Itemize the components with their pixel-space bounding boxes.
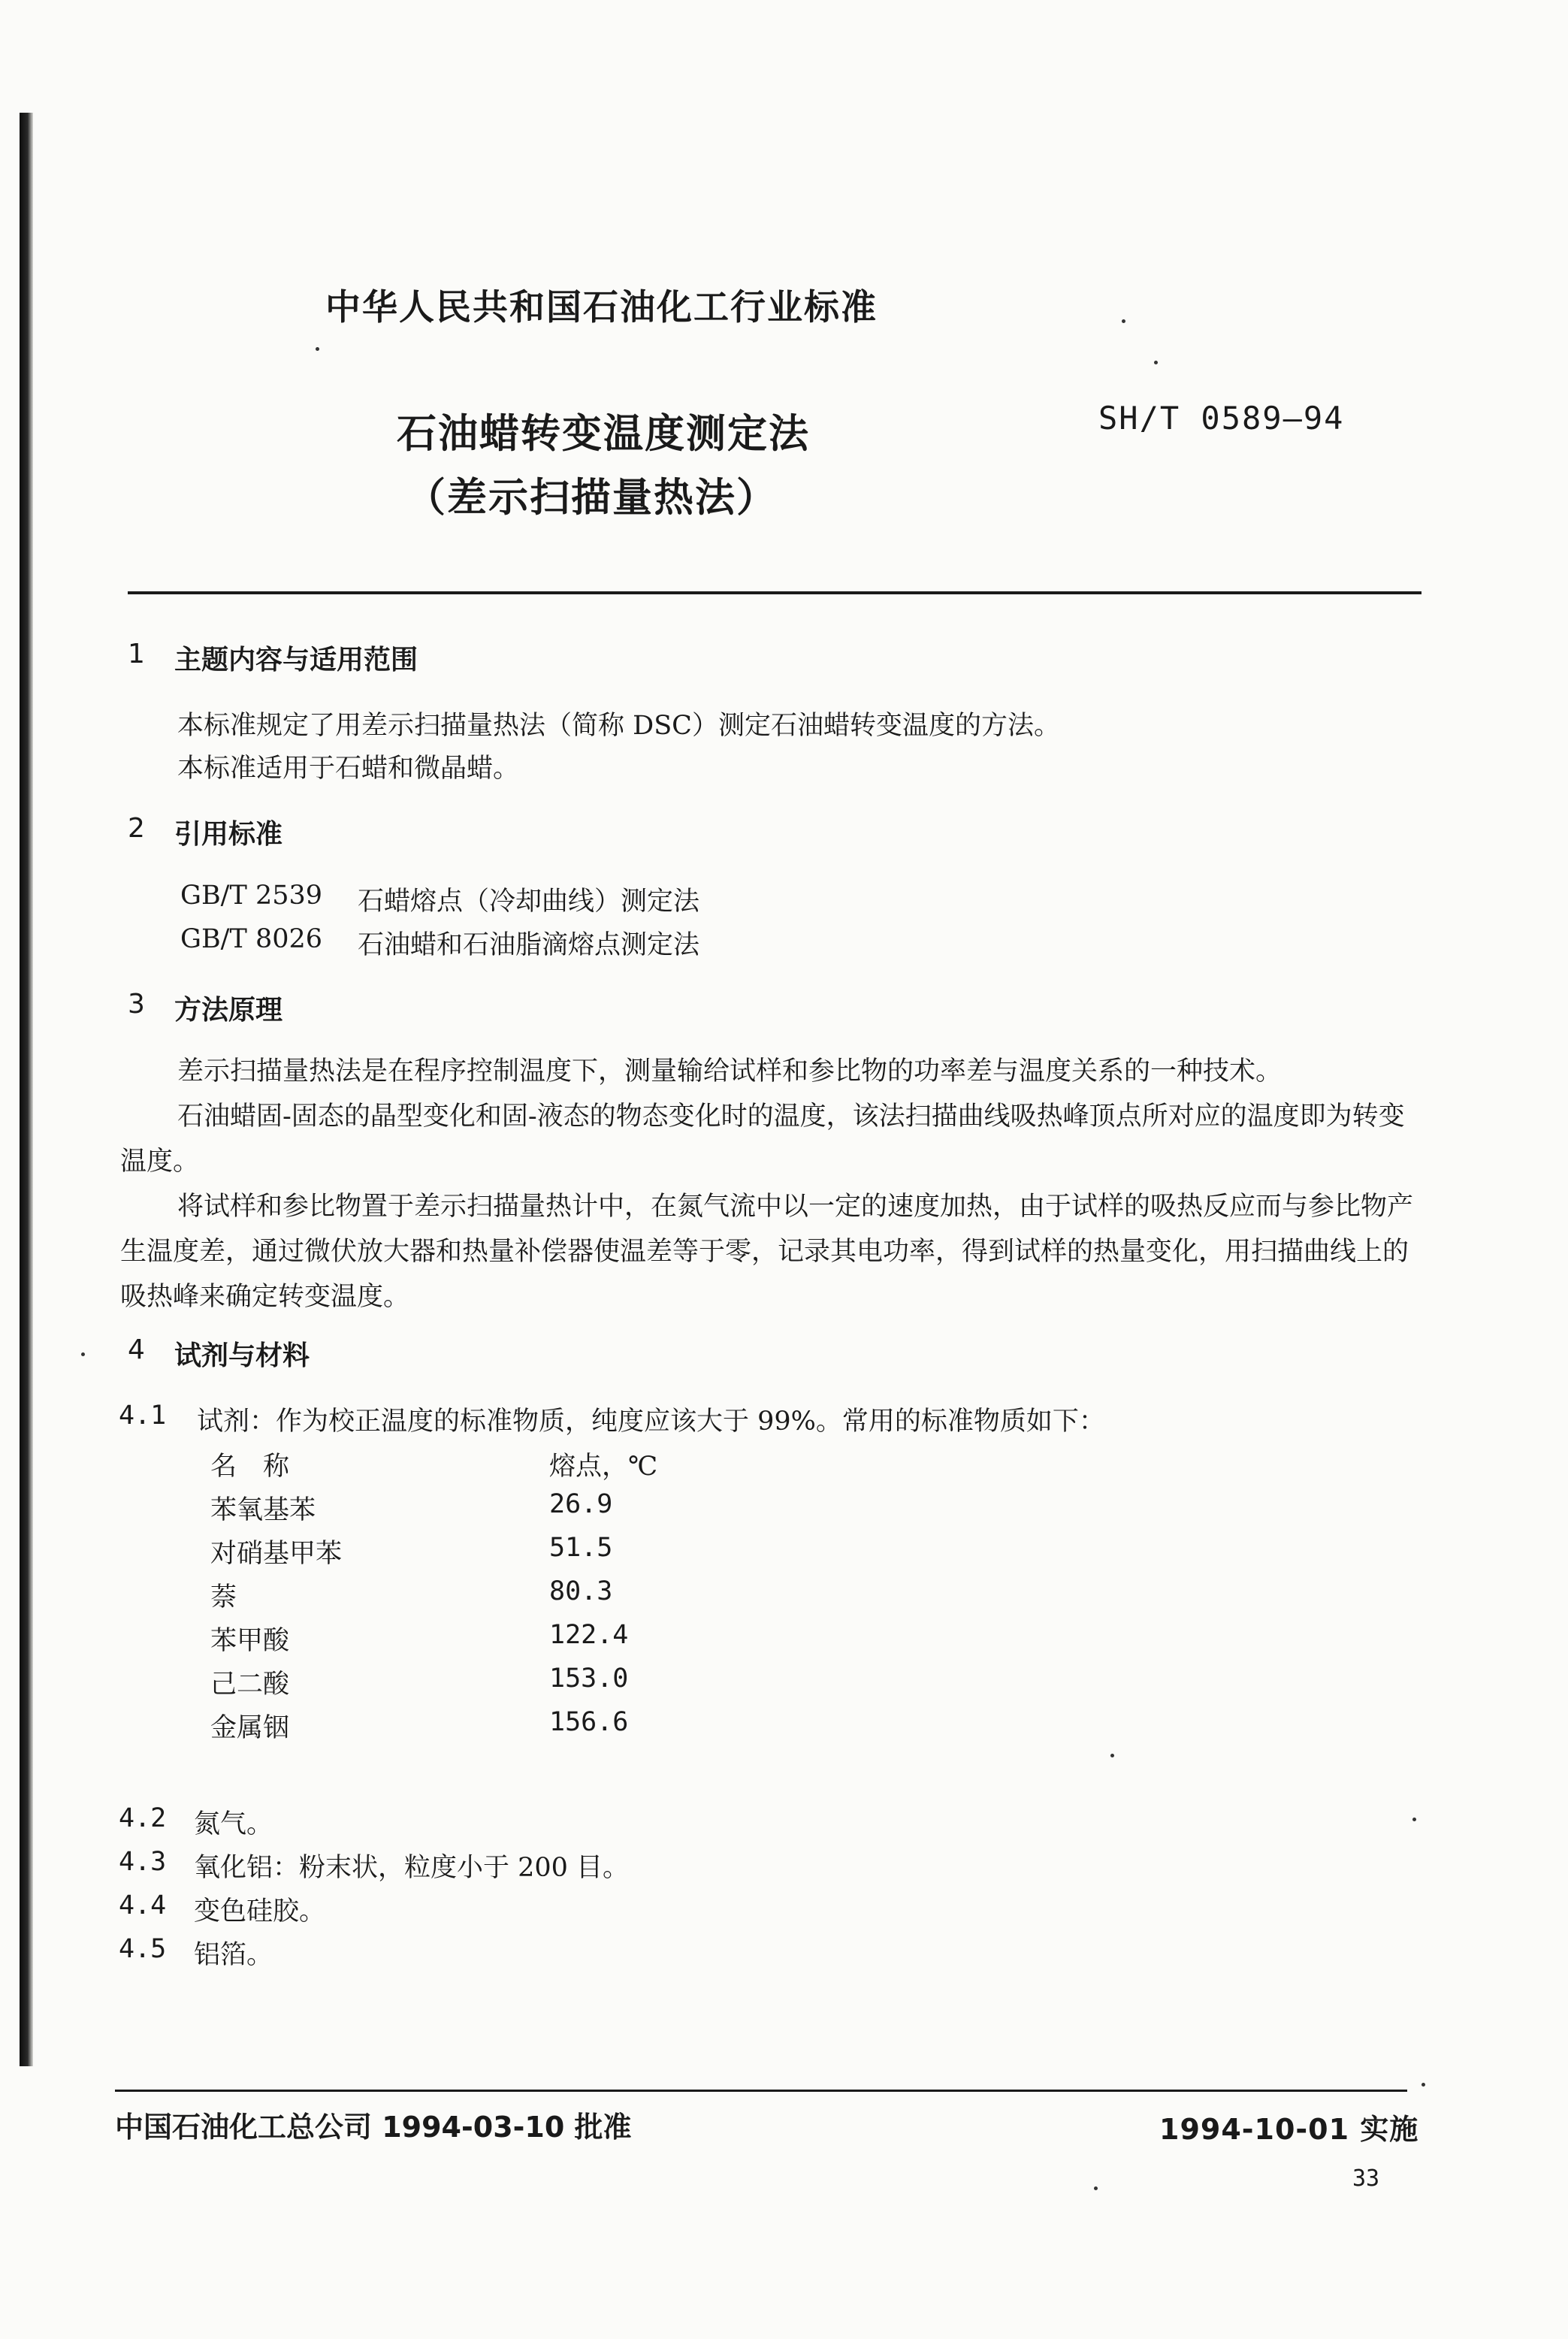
section-3-paragraph: 将试样和参比物置于差示扫描量热计中，在氮气流中以一定的速度加热，由于试样的吸热反应而与参比物产生温度差，通过微伏放大器和热量补偿器使温差等于零，记录其电功率，得到试样的热量变化，用扫描曲线上的吸热峰来确定转变温度。 (120, 1192, 1414, 1312)
scan-speck (1110, 1754, 1114, 1757)
table-cell-mp: 153.0 (549, 1664, 629, 1694)
item-number: 4.3 (119, 1847, 167, 1877)
scan-speck (1154, 361, 1158, 364)
section-3-paragraph: 差示扫描量热法是在程序控制温度下，测量输给试样和参比物的功率差与温度关系的一种技术。 (177, 1056, 1282, 1086)
item-text: 试剂：作为校正温度的标准物质，纯度应该大于 99%。常用的标准物质如下： (197, 1407, 1105, 1437)
item-number: 4.5 (119, 1934, 167, 1964)
scan-speck (1122, 319, 1125, 323)
column-header-melting-point: 熔点，℃ (549, 1452, 658, 1482)
table-cell-mp: 26.9 (549, 1489, 613, 1519)
section-2-number: 2 (128, 813, 145, 844)
section-2-title: 引用标准 (174, 819, 283, 850)
scan-speck (81, 1352, 85, 1356)
reference-code: GB/T 8026 (180, 924, 323, 954)
table-cell-name: 萘 (210, 1582, 237, 1612)
item-number: 4.1 (119, 1401, 167, 1431)
scan-speck (1421, 2083, 1425, 2087)
section-1-paragraph: 本标准适用于石蜡和微晶蜡。 (177, 754, 520, 784)
table-cell-mp: 156.6 (549, 1707, 629, 1737)
section-4-title: 试剂与材料 (174, 1340, 310, 1371)
scan-speck (1094, 2186, 1098, 2190)
scan-speck (1412, 1818, 1416, 1821)
header-rule (128, 591, 1421, 594)
reference-code: GB/T 2539 (180, 881, 323, 911)
table-cell-mp: 122.4 (549, 1620, 629, 1650)
table-cell-name: 苯氧基苯 (210, 1495, 316, 1525)
page-number: 33 (1352, 2165, 1380, 2192)
binding-edge (20, 113, 33, 2066)
section-1-number: 1 (128, 639, 145, 669)
item-text: 氮气。 (194, 1809, 273, 1839)
document-title: 石油蜡转变温度测定法 (397, 411, 810, 457)
item-number: 4.2 (119, 1803, 167, 1833)
table-cell-name: 己二酸 (210, 1670, 290, 1700)
section-3-number: 3 (128, 989, 145, 1020)
section-1-title: 主题内容与适用范围 (174, 645, 418, 675)
scan-speck (316, 347, 319, 351)
approval-line: 中国石油化工总公司 1994-03-10 批准 (115, 2111, 632, 2144)
issuing-authority: 中华人民共和国石油化工行业标准 (325, 287, 878, 328)
section-4-number: 4 (128, 1334, 145, 1365)
item-text: 变色硅胶。 (194, 1896, 326, 1927)
table-cell-mp: 80.3 (549, 1576, 613, 1606)
document-subtitle: （差示扫描量热法） (406, 475, 778, 521)
column-header-name: 名 称 (210, 1452, 290, 1482)
table-cell-name: 苯甲酸 (210, 1626, 290, 1656)
footer-rule (115, 2090, 1407, 2092)
section-1-paragraph: 本标准规定了用差示扫描量热法（简称 DSC）测定石油蜡转变温度的方法。 (177, 711, 1060, 741)
reference-title: 石油蜡和石油脂滴熔点测定法 (358, 930, 700, 960)
reference-title: 石蜡熔点（冷却曲线）测定法 (358, 887, 700, 917)
item-text: 氧化铝：粉末状，粒度小于 200 目。 (194, 1853, 630, 1883)
standard-code: SH/T 0589—94 (1098, 400, 1345, 437)
table-cell-name: 金属铟 (210, 1713, 290, 1743)
item-text: 铝箔。 (194, 1940, 273, 1970)
item-number: 4.4 (119, 1890, 167, 1920)
section-3-paragraph: 石油蜡固-固态的晶型变化和固-液态的物态变化时的温度，该法扫描曲线吸热峰顶点所对应的温度即为转变温度。 (120, 1102, 1405, 1177)
section-3-title: 方法原理 (174, 995, 283, 1026)
effective-date: 1994-10-01 实施 (1159, 2113, 1419, 2146)
table-cell-mp: 51.5 (549, 1533, 613, 1563)
table-cell-name: 对硝基甲苯 (210, 1539, 343, 1569)
